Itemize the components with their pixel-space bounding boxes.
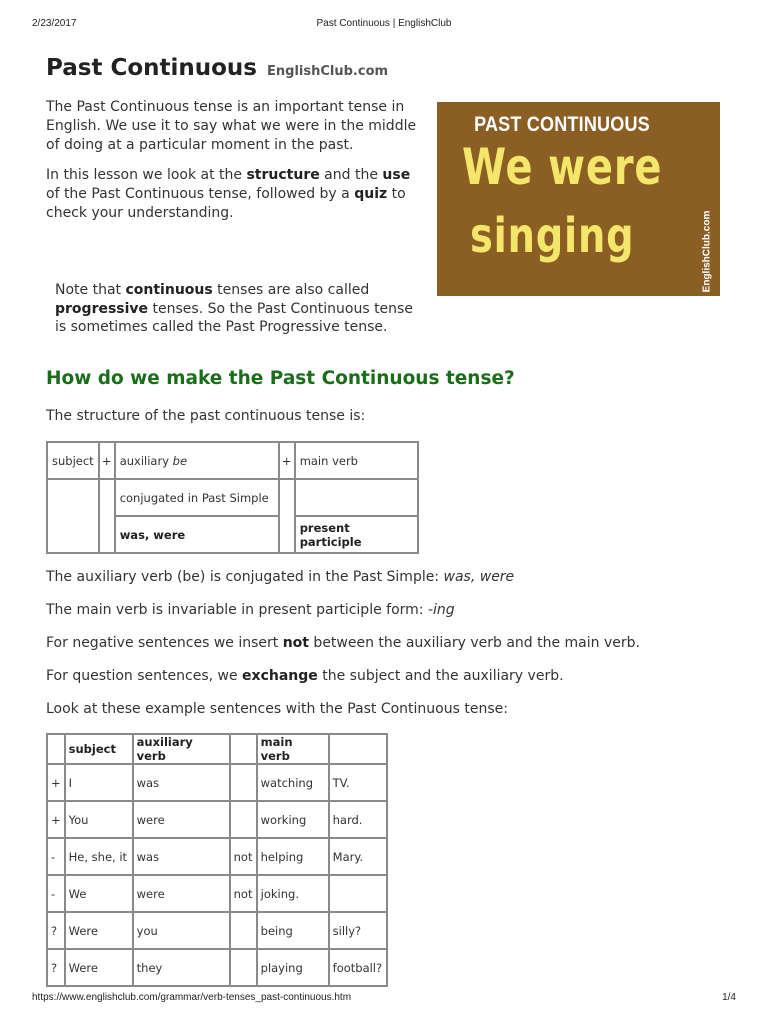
use-link-text[interactable]: use <box>382 167 411 183</box>
print-page-number: 1/4 <box>722 992 736 1003</box>
rule-main-verb-form: -ing <box>427 602 455 618</box>
struct-empty-plus-1 <box>99 479 115 553</box>
examples-cell: working <box>257 801 329 838</box>
struct-was-were: was, were <box>115 516 279 553</box>
struct-auxiliary <box>115 442 279 479</box>
rule-main-verb-text: The main verb is invariable in present participle form: <box>46 602 428 618</box>
examples-header-cell: auxiliary verb <box>133 734 230 764</box>
struct-present-participle: present participle <box>295 516 418 553</box>
rule-auxiliary <box>46 569 514 585</box>
examples-cell <box>230 949 257 986</box>
struct-empty-plus-2 <box>279 479 295 553</box>
page-title-text: Past Continuous <box>46 55 257 81</box>
note <box>55 281 420 337</box>
examples-header-cell <box>329 734 387 764</box>
banner-heading: PAST CONTINUOUS <box>474 113 650 136</box>
rule-negative-text-1: For negative sentences we insert <box>46 635 283 651</box>
print-header <box>0 18 768 32</box>
table-row <box>47 801 387 838</box>
examples-cell: not <box>230 875 257 912</box>
examples-cell: you <box>133 912 230 949</box>
examples-cell: silly? <box>329 912 387 949</box>
examples-cell: watching <box>257 764 329 801</box>
examples-cell: TV. <box>329 764 387 801</box>
article <box>46 52 726 975</box>
examples-cell: Mary. <box>329 838 387 875</box>
intro-p2-text-4: to check your understanding. <box>46 186 406 221</box>
section-heading: How do we make the Past Continuous tense? <box>46 368 515 389</box>
print-url: https://www.englishclub.com/grammar/verb-tenses_past-continuous.htm <box>32 992 352 1003</box>
examples-cell: You <box>65 801 133 838</box>
quiz-link-text[interactable]: quiz <box>354 186 388 202</box>
rule-auxiliary-text: The auxiliary verb (be) is conjugated in the Past Simple: <box>46 569 444 585</box>
banner-line-1: We were <box>462 138 663 196</box>
struct-empty-subject <box>47 479 99 553</box>
examples-header-cell <box>47 734 65 764</box>
examples-cell: We <box>65 875 133 912</box>
note-text-1: Note that <box>55 282 126 298</box>
table-row <box>47 912 387 949</box>
structure-link-text[interactable]: structure <box>246 167 320 183</box>
examples-header-cell: main verb <box>257 734 329 764</box>
rule-auxiliary-forms: was, were <box>443 569 515 585</box>
examples-header-row <box>47 734 387 764</box>
banner-line-2: singing <box>470 208 635 264</box>
examples-cell: were <box>133 875 230 912</box>
intro-p2-text-1: In this lesson we look at the <box>46 167 247 183</box>
past-continuous-banner-image <box>437 102 720 296</box>
examples-cell: were <box>133 801 230 838</box>
examples-cell: hard. <box>329 801 387 838</box>
print-footer <box>0 992 768 1006</box>
examples-cell: joking. <box>257 875 329 912</box>
rule-question-bold: exchange <box>242 668 318 684</box>
page-title <box>46 52 726 86</box>
examples-cell: playing <box>257 949 329 986</box>
rule-question-text-2: the subject and the auxiliary verb. <box>317 668 564 684</box>
examples-cell <box>230 912 257 949</box>
examples-cell: football? <box>329 949 387 986</box>
struct-plus-2: + <box>279 442 295 479</box>
struct-auxiliary-be: be <box>172 453 188 468</box>
examples-intro: Look at these example sentences with the Past Continuous tense: <box>46 701 508 717</box>
print-date: 2/23/2017 <box>32 18 77 29</box>
examples-cell <box>329 875 387 912</box>
examples-cell: helping <box>257 838 329 875</box>
examples-cell: Were <box>65 949 133 986</box>
examples-cell <box>230 764 257 801</box>
examples-cell: He, she, it <box>65 838 133 875</box>
intro-paragraph-2 <box>46 166 418 223</box>
examples-cell <box>230 801 257 838</box>
examples-cell: Were <box>65 912 133 949</box>
intro-p2-text-3: of the Past Continuous tense, followed by a <box>46 186 355 202</box>
examples-cell: I <box>65 764 133 801</box>
examples-header-cell: subject <box>65 734 133 764</box>
examples-cell: not <box>230 838 257 875</box>
examples-cell: was <box>133 838 230 875</box>
examples-cell: - <box>47 875 65 912</box>
structure-intro: The structure of the past continuous tense is: <box>46 408 366 424</box>
examples-cell: + <box>47 764 65 801</box>
struct-subject: subject <box>47 442 99 479</box>
examples-cell: they <box>133 949 230 986</box>
examples-table <box>46 733 388 987</box>
intro-paragraph-1: The Past Continuous tense is an important tense in English. We use it to say what we were in the middle of doing at a particular moment in the past. <box>46 99 417 153</box>
struct-conjugated: conjugated in Past Simple <box>115 479 279 516</box>
rule-question-text-1: For question sentences, we <box>46 668 243 684</box>
rule-question <box>46 668 564 684</box>
print-doc-title: Past Continuous | EnglishClub <box>316 18 452 29</box>
note-bold-continuous: continuous <box>125 282 213 298</box>
table-row <box>47 838 387 875</box>
intro-p2-text-2: and the <box>319 167 383 183</box>
examples-cell: being <box>257 912 329 949</box>
examples-cell: ? <box>47 949 65 986</box>
examples-cell: + <box>47 801 65 838</box>
struct-auxiliary-label: auxiliary <box>119 453 173 468</box>
banner-brand: EnglishClub.com <box>701 210 713 293</box>
struct-empty-main <box>295 479 418 516</box>
intro <box>46 98 418 234</box>
table-row <box>47 875 387 912</box>
rule-negative <box>46 635 640 651</box>
examples-cell: was <box>133 764 230 801</box>
note-text-2: tenses are also called <box>212 282 370 298</box>
rule-negative-text-2: between the auxiliary verb and the main verb. <box>308 635 640 651</box>
examples-header-cell <box>230 734 257 764</box>
examples-cell: ? <box>47 912 65 949</box>
structure-table <box>46 441 419 554</box>
note-text-3: tenses. So the Past Continuous tense is sometimes called the Past Progressive tense. <box>55 300 413 335</box>
rule-negative-bold: not <box>282 635 309 651</box>
struct-main-verb: main verb <box>295 442 418 479</box>
examples-cell: - <box>47 838 65 875</box>
table-row <box>47 949 387 986</box>
site-name: EnglishClub.com <box>267 64 389 79</box>
table-row <box>47 764 387 801</box>
struct-plus-1: + <box>99 442 115 479</box>
note-bold-progressive: progressive <box>55 300 149 317</box>
rule-main-verb <box>46 602 455 618</box>
